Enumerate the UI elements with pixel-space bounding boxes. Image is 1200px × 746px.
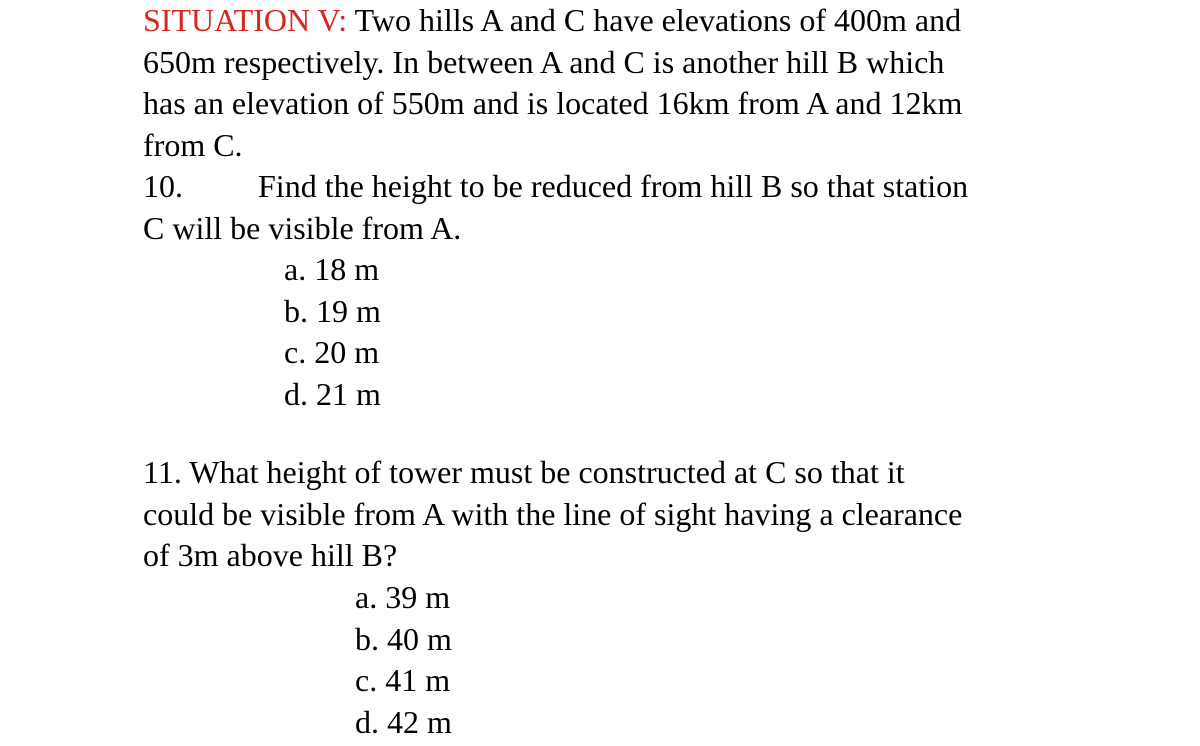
- situation-line-1: [143, 0, 1063, 42]
- option-item: d. 42 m: [355, 703, 452, 740]
- question-11-line-3: of 3m above hill B?: [143, 537, 398, 573]
- question-10: [143, 166, 1063, 249]
- question-11-options: [355, 577, 452, 743]
- question-11: [143, 452, 1063, 577]
- option-item: d. 21 m: [284, 375, 381, 412]
- question-10-line-2: C will be visible from A.: [143, 209, 462, 246]
- situation-text-1: Two hills A and C have elevations of 400m and: [347, 2, 962, 38]
- option-item: b. 40 m: [355, 620, 452, 657]
- question-10-text-1: Find the height to be reduced from hill B so that station: [258, 168, 969, 204]
- situation-label: SITUATION V:: [143, 2, 348, 38]
- question-10-options: [284, 249, 381, 415]
- situation-paragraph: [143, 0, 1063, 166]
- option-item: a. 18 m: [284, 251, 380, 287]
- situation-line-3: has an elevation of 550m and is located 16km from A and 12km: [143, 85, 963, 121]
- option-item: c. 20 m: [284, 334, 380, 370]
- question-11-line-2: could be visible from A with the line of sight having a clearance: [143, 495, 963, 532]
- option-item: c. 41 m: [355, 662, 451, 698]
- question-11-line-1: 11. What height of tower must be constructed at C so that it: [143, 454, 905, 490]
- option-item: b. 19 m: [284, 292, 381, 329]
- situation-line-4: from C.: [143, 126, 243, 163]
- option-item: a. 39 m: [355, 579, 451, 615]
- question-10-number: 10.: [143, 168, 183, 204]
- situation-line-2: 650m respectively. In between A and C is another hill B which: [143, 43, 945, 80]
- question-10-line-1: [143, 166, 1063, 208]
